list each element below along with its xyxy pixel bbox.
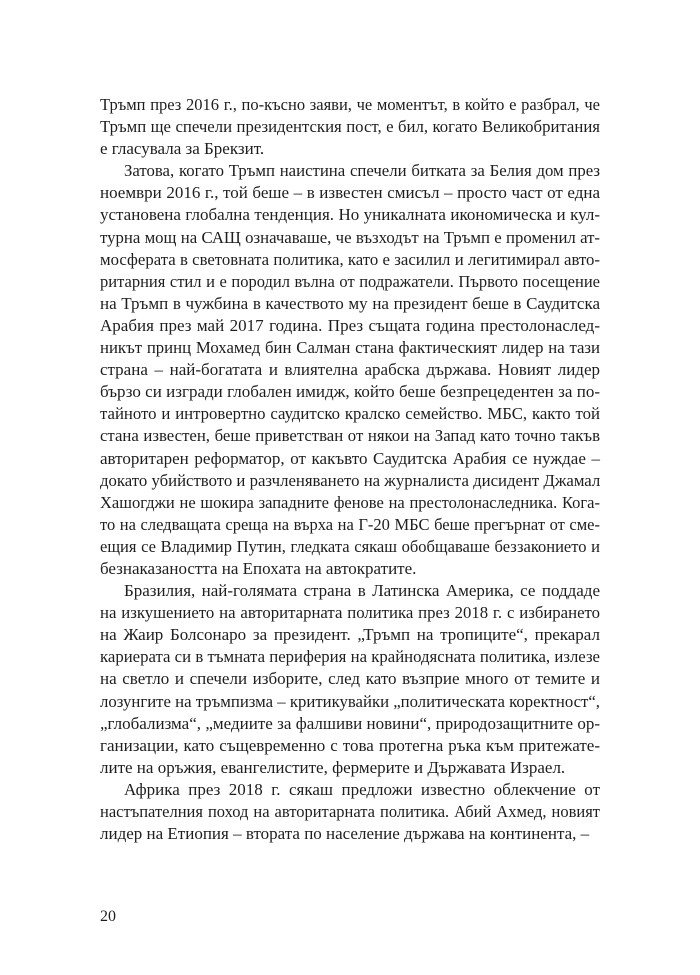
text-line: Тръмп ще спечели президентския пост, е бил, когато Великобритания [100,117,600,137]
text-line: тайното и интровертно саудитско кралско семейство. МБС, както той [100,404,600,424]
paragraph [100,94,600,160]
text-line: е гласувала за Брекзит. [100,139,265,159]
text-line: лозунгите на тръмпизма – критикувайки „политическата коректност“, [100,691,600,711]
text-line: ноември 2016 г., той беше – в известен смисъл – просто част от една [100,183,600,203]
text-line: Арабия през май 2017 година. През същата година престолонаслед- [100,315,600,335]
text-line: кариерата си в тъмната периферия на крайнодясната политика, излезе [100,647,600,667]
paragraph [100,580,600,779]
text-line: докато убийството и разчленяването на журналиста дисидент Джамал [100,470,601,490]
text-line: Затова, когато Тръмп наистина спечели битката за Белия дом през [124,161,600,181]
paragraph [100,779,600,845]
text-line: ритарния стил и е породил вълна от подражатели. Първото посещение [100,271,600,291]
text-line: установена глобална тенденция. Но уникалната икономическа и кул- [100,205,600,225]
text-line: никът принц Мохамед бин Салман стана фактическият лидер на тази [100,338,600,358]
paragraph [100,160,600,580]
text-line: страна – най-богатата и влиятелна арабска държава. Новият лидер [100,360,600,380]
page-number: 20 [100,908,116,925]
text-line: ганизации, като същевременно с това протегна ръка към притежате- [100,735,600,755]
body-text [100,94,600,845]
text-line: Африка през 2018 г. сякаш предложи известно облекчение от [124,779,600,799]
text-line: Хашогджи не шокира западните фенове на престолонаследника. Кога- [100,492,600,512]
text-line: мосферата в световната политика, като е засилил и легитимирал авто- [100,249,600,269]
text-line: „глобализма“, „медиите за фалшиви новини“, природозащитните ор- [100,713,600,733]
text-line: безнаказаността на Епохата на автократите. [100,558,417,578]
text-line: Тръмп през 2016 г., по-късно заяви, че моментът, в който е разбрал, че [100,95,600,114]
text-line: то на следващата среща на върха на Г-20 МБС беше прегърнат от сме- [100,514,600,534]
text-line: турна мощ на САЩ означаваше, че възходът на Тръмп е променил ат- [100,227,600,247]
text-line: лидер на Етиопия – втората по население държава на континента, – [100,824,590,844]
text-line: ещия се Владимир Путин, гледката сякаш обобщаваше беззаконието и [100,536,600,556]
text-line: Бразилия, най-голямата страна в Латинска Америка, се поддаде [124,581,600,601]
text-line: настъпателния поход на авторитарната политика. Абий Ахмед, новият [100,802,600,821]
text-line: лите на оръжия, евангелистите, фермерите и Държавата Израел. [100,757,566,777]
text-line: на изкушението на авторитарната политика през 2018 г. с избирането [100,603,600,623]
text-line: на Тръмп в чужбина в качеството му на президент беше в Саудитска [100,293,600,313]
text-line: стана известен, беше приветстван от някои на Запад като точно такъв [100,426,600,446]
text-line: на светло и спечели изборите, след като възприе много от темите и [100,669,600,689]
text-line: бързо си изгради глобален имидж, който беше безпрецедентен за по- [100,382,600,402]
text-line: на Жаир Болсонаро за президент. „Тръмп на тропиците“, прекарал [100,625,600,645]
text-line: авторитарен реформатор, от какъвто Саудитска Арабия се нуждае – [100,448,600,468]
